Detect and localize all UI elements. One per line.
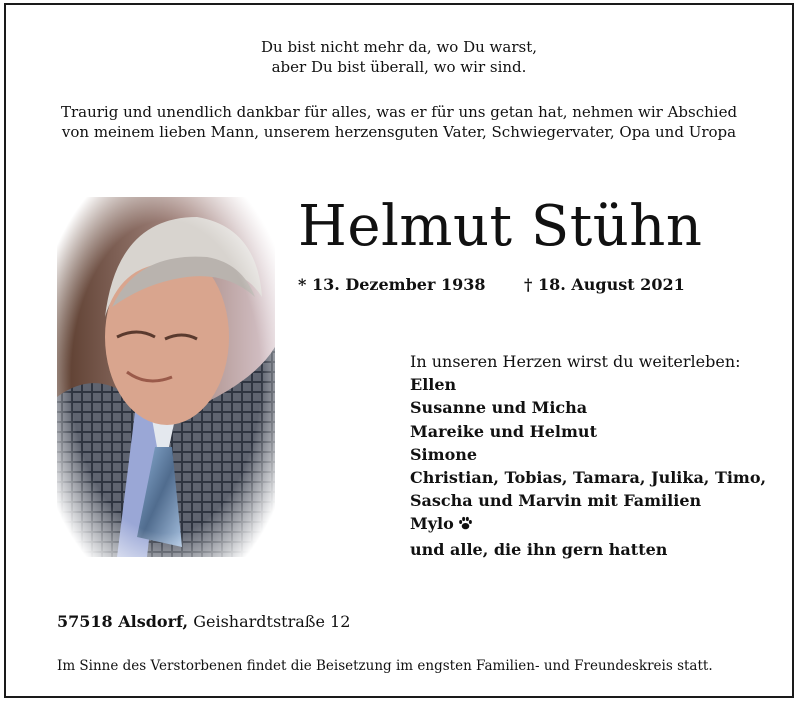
- intro-text: [6, 102, 792, 142]
- mourner-name: Christian, Tobias, Tamara, Julika, Timo,: [410, 468, 767, 488]
- mourner-name: Susanne und Micha: [410, 398, 588, 418]
- intro-line: von meinem lieben Mann, unserem herzensguten Vater, Schwiegervater, Opa und Uropa: [61, 123, 737, 141]
- deceased-name: Helmut Stühn: [298, 194, 703, 259]
- portrait-photo: [57, 197, 275, 557]
- mourner-name: Simone: [410, 444, 478, 464]
- life-dates: [298, 275, 685, 295]
- mourner-name: Ellen: [410, 375, 457, 395]
- mourner-name: und alle, die ihn gern hatten: [410, 539, 668, 559]
- mourner-name: Mareike und Helmut: [410, 421, 597, 441]
- death-date: † 18. August 2021: [524, 275, 685, 294]
- intro-line: Traurig und unendlich dankbar für alles, was er für uns getan hat, nehmen wir Abschied: [60, 103, 738, 121]
- mourner-name: Sascha und Marvin mit Familien: [410, 491, 702, 511]
- poem: [6, 37, 792, 77]
- paw-print-icon: [458, 514, 473, 537]
- address: [57, 612, 350, 632]
- mourners-lead: In unseren Herzen wirst du weiterleben:: [410, 352, 741, 371]
- funeral-notice: Im Sinne des Verstorbenen findet die Beisetzung im engsten Familien- und Freundeskreis statt.: [57, 658, 713, 674]
- birth-date: * 13. Dezember 1938: [298, 275, 486, 294]
- mourner-name: Mylo: [410, 514, 454, 534]
- address-street: Geishardtstraße 12: [193, 612, 351, 631]
- obituary-frame: [4, 3, 794, 698]
- address-city: 57518 Alsdorf,: [57, 612, 189, 631]
- poem-line: aber Du bist überall, wo wir sind.: [271, 58, 527, 76]
- mourners-list: [410, 350, 766, 561]
- mourner-pet: [410, 512, 766, 537]
- poem-line: Du bist nicht mehr da, wo Du warst,: [261, 38, 537, 56]
